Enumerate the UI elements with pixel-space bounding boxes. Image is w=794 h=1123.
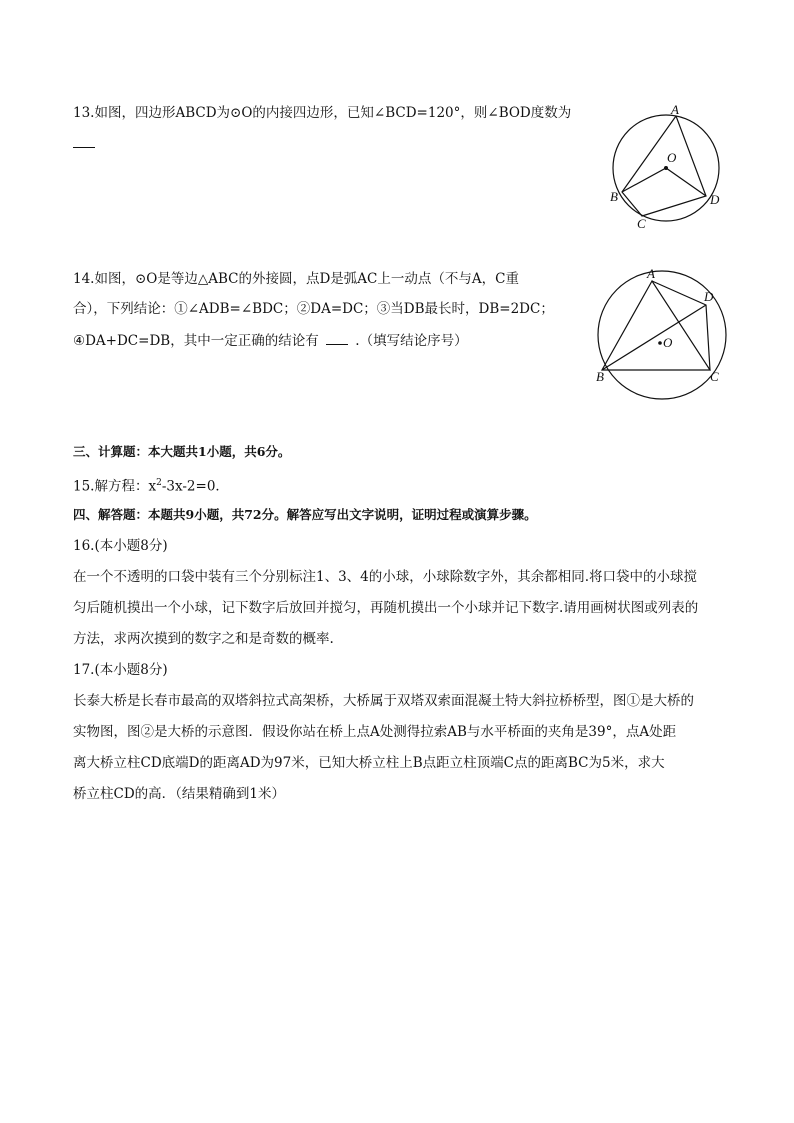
q17-line3: 离大桥立柱CD底端D的距离AD为97米，已知大桥立柱上B点距立柱顶端C点的距离BC为5米，求大 bbox=[73, 755, 665, 771]
q16-line3: 方法，求两次摸到的数字之和是奇数的概率. bbox=[73, 631, 334, 647]
q14-figure bbox=[590, 268, 730, 403]
q17-line2: 实物图，图②是大桥的示意图．假设你站在桥上点A处测得拉索AB与水平桥面的夹角是39°，点A处距 bbox=[73, 724, 677, 740]
q17-header: 17.(本小题8分) bbox=[73, 662, 168, 678]
q15-text-pre: 15.解方程：x bbox=[73, 478, 157, 495]
q14-label-b: B bbox=[596, 369, 604, 384]
q14-line2: 合），下列结论：①∠ADB=∠BDC；②DA=DC；③当DB最长时，DB=2DC； bbox=[73, 301, 554, 317]
q16-line1: 在一个不透明的口袋中装有三个分别标注1、3、4的小球，小球除数字外，其余都相同.将口袋中的小球搅 bbox=[73, 569, 698, 585]
q16-line2: 匀后随机摸出一个小球，记下数字后放回并搅匀，再随机摸出一个小球并记下数字.请用画树状图或列表的 bbox=[73, 600, 699, 616]
q14-label-o: O bbox=[663, 335, 673, 350]
q13-figure bbox=[600, 100, 740, 235]
q17-line4: 桥立柱CD的高．（结果精确到1米） bbox=[73, 786, 285, 802]
q15-exponent: 2 bbox=[156, 478, 162, 488]
answer-blank bbox=[326, 331, 348, 345]
q14-triangle-abc bbox=[602, 281, 710, 370]
q14-line3-pre: ④DA+DC=DB，其中一定正确的结论有 bbox=[73, 333, 319, 349]
q15-text-post: -3x-2=0． bbox=[161, 478, 229, 495]
answer-blank bbox=[73, 134, 95, 148]
q14-segment-bd bbox=[602, 305, 706, 370]
q13-label-o: O bbox=[667, 150, 677, 165]
q14-center-dot bbox=[658, 341, 662, 345]
section3-heading: 三、计算题：本大题共1小题，共6分。 bbox=[73, 444, 291, 459]
q13-label-a: A bbox=[671, 102, 679, 117]
q14-label-d: D bbox=[704, 289, 714, 304]
q13-label-b: B bbox=[610, 189, 618, 204]
section4-heading: 四、解答题：本题共9小题，共72分。解答应写出文字说明，证明过程或演算步骤。 bbox=[73, 507, 537, 522]
q13-angle-bod bbox=[622, 168, 706, 196]
q13-label-c: C bbox=[637, 216, 646, 231]
q15-line bbox=[73, 474, 733, 496]
q13-center-dot bbox=[664, 166, 668, 170]
q14-line3-post: .（填写结论序号） bbox=[355, 333, 468, 349]
q14-label-a: A bbox=[647, 268, 655, 281]
q13-line1: 13.如图，四边形ABCD为⊙O的内接四边形，已知∠BCD=120°，则∠BOD度数为 bbox=[73, 105, 572, 121]
q14-label-c: C bbox=[710, 369, 719, 384]
q17-line1: 长泰大桥是长春市最高的双塔斜拉式高架桥，大桥属于双塔双索面混凝土特大斜拉桥桥型，图①是大桥的 bbox=[73, 693, 694, 709]
q13-label-d: D bbox=[710, 192, 720, 207]
q13-quadrilateral bbox=[622, 116, 706, 216]
q16-header: 16.(本小题8分) bbox=[73, 538, 168, 554]
q14-line1: 14.如图，⊙O是等边△ABC的外接圆，点D是弧AC上一动点（不与A，C重 bbox=[73, 271, 519, 287]
